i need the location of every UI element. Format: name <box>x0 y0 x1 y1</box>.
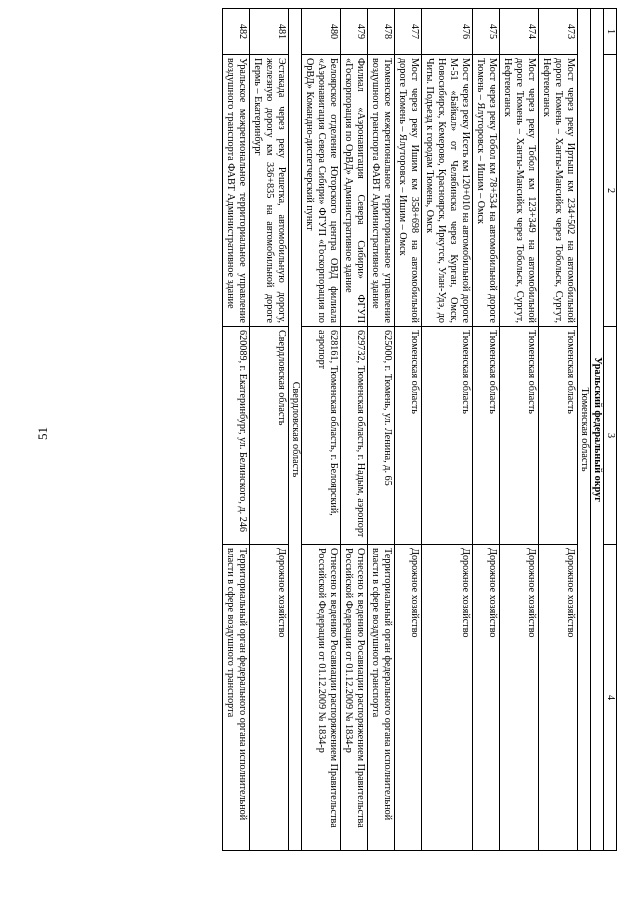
row-number-cell: 479 <box>341 9 368 55</box>
owner-cell: Дорожное хозяйство <box>422 545 473 851</box>
address-cell: 628161, Тюменская область, г. Белоярский, аэропорт <box>302 327 341 545</box>
column-number: 2 <box>604 55 617 327</box>
row-number-cell: 482 <box>223 9 250 55</box>
region-row <box>289 9 302 851</box>
object-name-cell: Мост через реку Тобол км 78+534 на автомобильной дороге Тюмень – Ялуторовск – Ишим – Омск <box>473 55 500 327</box>
object-name-cell: Белоярское отделение Югорского центра ОВД филиала «Аэронавигация Севера Сибири» ФГУП «Госкорпорация по ОрВД» Командно-диспетчерский пункт <box>302 55 341 327</box>
owner-cell: Дорожное хозяйство <box>250 545 289 851</box>
table-row <box>473 9 500 851</box>
owner-cell: Дорожное хозяйство <box>539 545 578 851</box>
owner-cell: Отнесено к ведению Росавиации распоряжением Правительства Российской Федерации от 01.12.2009 № 1834-р <box>302 545 341 851</box>
page-number: 51 <box>35 427 50 440</box>
table-body <box>223 9 617 851</box>
owner-cell: Территориальный орган федерального органа исполнительной власти в сфере воздушного транспорта <box>368 545 395 851</box>
address-cell: Тюменская область <box>395 327 422 545</box>
row-number-cell: 477 <box>395 9 422 55</box>
object-name-cell: Тюменское межрегиональное территориальное управление воздушного транспорта ФАВТ Административное здание <box>368 55 395 327</box>
address-cell: Свердловская область <box>250 327 289 545</box>
address-cell: 629732, Тюменская область, г. Надым, аэропорт <box>341 327 368 545</box>
table-row <box>368 9 395 851</box>
row-number-cell: 473 <box>539 9 578 55</box>
row-number-cell: 481 <box>250 9 289 55</box>
object-name-cell: Мост через реку Исеть км 120+010 на автомобильной дороге М-51 «Байкал» от Челябинска через Курган, Омск, Новосибирск, Кемерово, Красноярск, Иркутск, Улан-Удэ, до Читы. Подъезд к городам Тюмень, Омск <box>422 55 473 327</box>
column-number-row <box>604 9 617 851</box>
table-row <box>539 9 578 851</box>
region-heading: Свердловская область <box>289 9 302 851</box>
object-name-cell: Филиал «Аэронавигация Севера Сибири» ФГУП «Госкорпорация по ОрВД» Административное здание <box>341 55 368 327</box>
table-row <box>395 9 422 851</box>
object-name-cell: Мост через реку Ишим км 358+698 на автомобильной дороге Тюмень – Ялуторовск – Ишим – Омск <box>395 55 422 327</box>
owner-cell: Территориальный орган федерального органа исполнительной власти в сфере воздушного транспорта <box>223 545 250 851</box>
object-name-cell: Эстакада через реку Решетка, автомобильную дорогу, железную дорогу км 336+835 на автомобильной дороге Пермь – Екатеринбург <box>250 55 289 327</box>
federal-district-row <box>591 9 604 851</box>
facilities-table <box>222 8 617 851</box>
table-row <box>250 9 289 851</box>
column-number: 1 <box>604 9 617 55</box>
document-sheet <box>61 8 617 850</box>
row-number-cell: 475 <box>473 9 500 55</box>
address-cell: Тюменская область <box>500 327 539 545</box>
row-number-cell: 480 <box>302 9 341 55</box>
column-number: 4 <box>604 545 617 851</box>
object-name-cell: Мост через реку Иртыш км 234+502 на автомобильной дороге Тюмень – Ханты-Мансийск через Тобольск, Сургут, Нефтеюганск <box>539 55 578 327</box>
owner-cell: Отнесено к ведению Росавиации распоряжением Правительства Российской Федерации от 01.12.2009 № 1834-р <box>341 545 368 851</box>
table-row <box>341 9 368 851</box>
address-cell: 620089, г. Екатеринбург, ул. Белинского, д. 246 <box>223 327 250 545</box>
row-number-cell: 474 <box>500 9 539 55</box>
owner-cell: Дорожное хозяйство <box>500 545 539 851</box>
region-heading: Тюменская область <box>578 9 591 851</box>
region-row <box>578 9 591 851</box>
object-name-cell: Уральское межрегиональное территориальное управление воздушного транспорта ФАВТ Административное здание <box>223 55 250 327</box>
row-number-cell: 476 <box>422 9 473 55</box>
owner-cell: Дорожное хозяйство <box>395 545 422 851</box>
address-cell: Тюменская область <box>539 327 578 545</box>
row-number-cell: 478 <box>368 9 395 55</box>
address-cell: Тюменская область <box>422 327 473 545</box>
address-cell: Тюменская область <box>473 327 500 545</box>
object-name-cell: Мост через реку Тобол км 123+349 на автомобильной дороге Тюмень – Ханты-Мансийск через Тобольск, Сургут, Нефтеюганск <box>500 55 539 327</box>
table-row <box>302 9 341 851</box>
owner-cell: Дорожное хозяйство <box>473 545 500 851</box>
table-row <box>500 9 539 851</box>
address-cell: 625000, г. Тюмень, ул. Ленина, д. 65 <box>368 327 395 545</box>
column-number: 3 <box>604 327 617 545</box>
table-row <box>223 9 250 851</box>
federal-district-heading: Уральский федеральный округ <box>591 9 604 851</box>
table-row <box>422 9 473 851</box>
